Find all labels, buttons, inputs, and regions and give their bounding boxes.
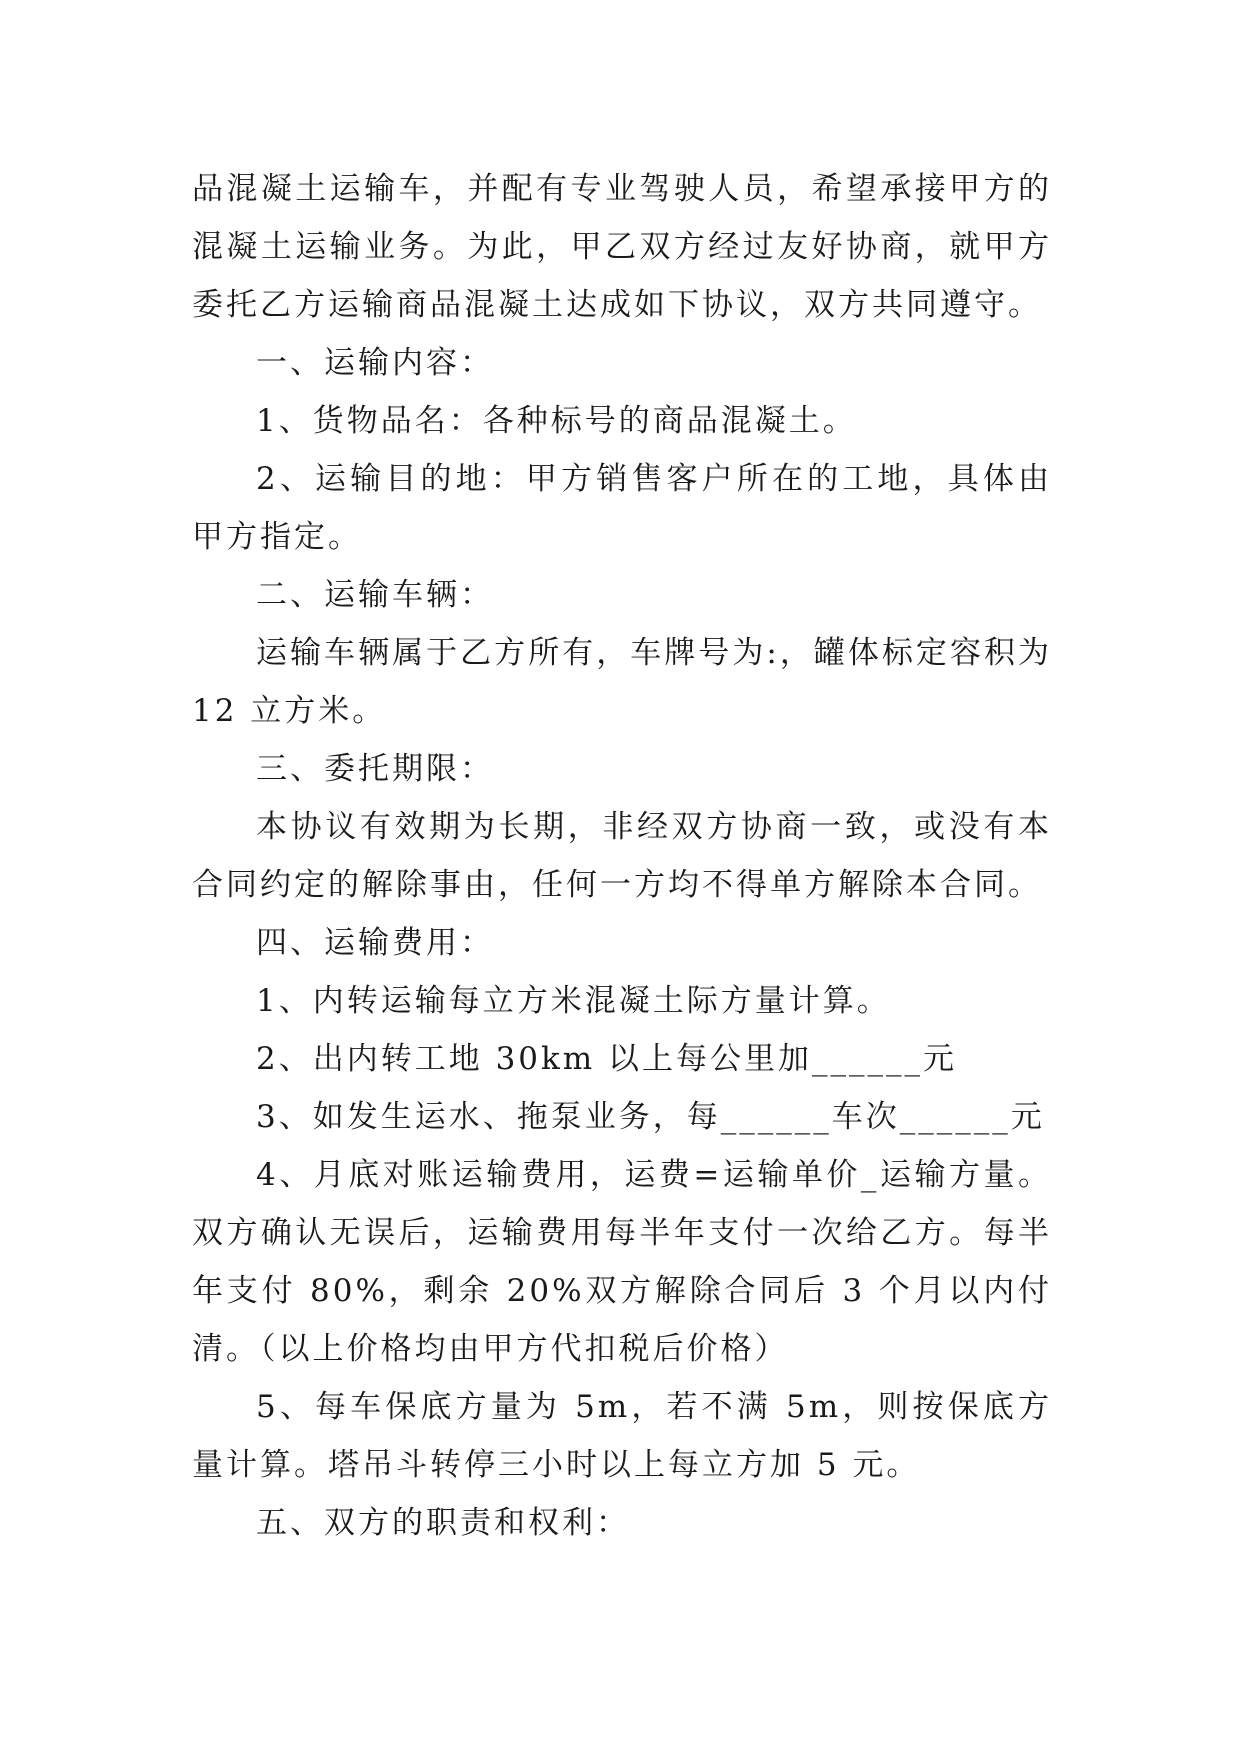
clause-vehicle-ownership: 运输车辆属于乙方所有，车牌号为:，罐体标定容积为 12 立方米。: [192, 635, 1052, 729]
clause-fee-distance: 2、出内转工地 30km 以上每公里加______元: [256, 1041, 958, 1077]
clause-destination: 2、运输目的地：甲方销售客户所在的工地，具体由甲方指定。: [192, 461, 1052, 555]
clause-goods-name: 1、货物品名：各种标号的商品混凝土。: [256, 403, 857, 439]
clause-fee-minimum-volume: 5、每车保底方量为 5m，若不满 5m，则按保底方量计算。塔吊斗转停三小时以上每立方加 5 元。: [192, 1389, 1052, 1483]
paragraph-intro-continued: 品混凝土运输车，并配有专业驾驶人员，希望承接甲方的混凝土运输业务。为此，甲乙双方经过友好协商，就甲方委托乙方运输商品混凝土达成如下协议，双方共同遵守。: [192, 171, 1052, 323]
section-heading-duties-rights: 五、双方的职责和权利：: [256, 1505, 630, 1541]
section-heading-fees: 四、运输费用：: [256, 925, 494, 961]
clause-fee-internal: 1、内转运输每立方米混凝土际方量计算。: [256, 983, 891, 1019]
document-body: [192, 160, 1052, 1552]
section-heading-term: 三、委托期限：: [256, 751, 494, 787]
clause-fee-water-pump: 3、如发生运水、拖泵业务，每______车次______元: [256, 1099, 1045, 1135]
section-heading-transport-content: 一、运输内容：: [256, 345, 494, 381]
section-heading-vehicles: 二、运输车辆：: [256, 577, 494, 613]
clause-fee-settlement: 4、月底对账运输费用，运费=运输单价_运输方量。双方确认无误后，运输费用每半年支付一次给乙方。每半年支付 80%，剩余 20%双方解除合同后 3 个月以内付清。（以上价格均由甲方代扣税后价格）: [192, 1157, 1052, 1367]
clause-validity: 本协议有效期为长期，非经双方协商一致，或没有本合同约定的解除事由，任何一方均不得单方解除本合同。: [192, 809, 1052, 903]
